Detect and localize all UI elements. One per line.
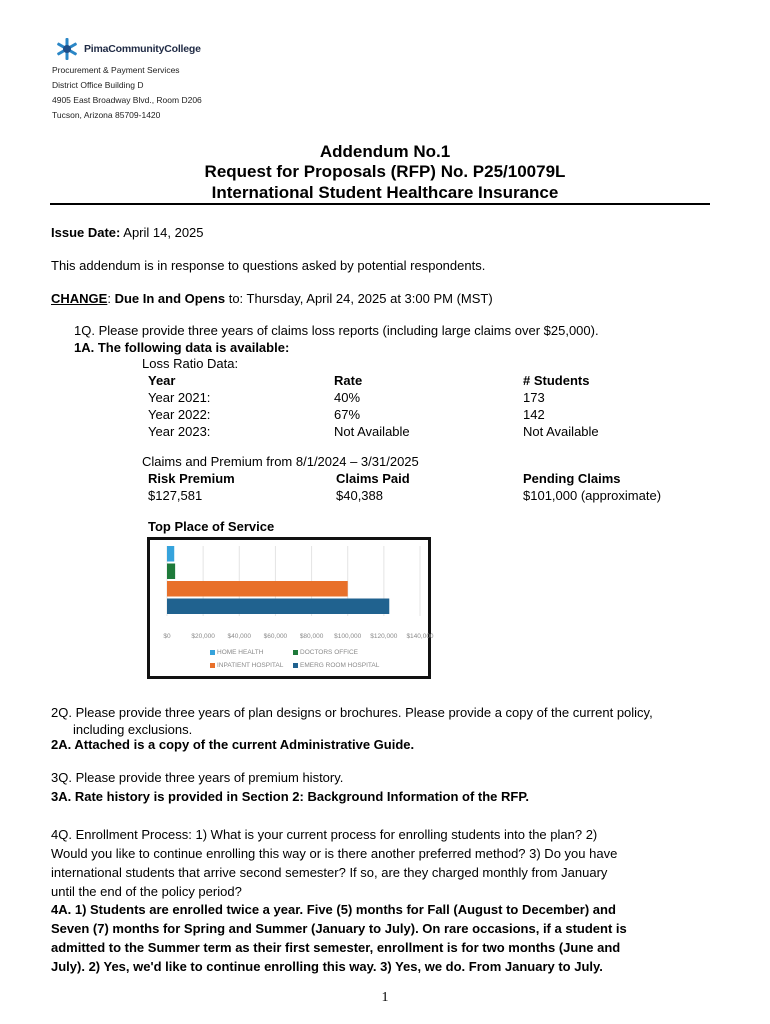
loss-cell: 142 xyxy=(523,407,545,422)
legend-item xyxy=(293,649,358,656)
question-1: 1Q. Please provide three years of claims loss reports (including large claims over $25,000). xyxy=(74,323,599,338)
document-title: Addendum No.1 xyxy=(319,142,451,161)
x-tick-label: $80,000 xyxy=(299,633,324,640)
x-tick-label: $40,000 xyxy=(227,633,252,640)
answer-4-line: July). 2) Yes, we'd like to continue enrolling this way. 3) Yes, we do. From January to July. xyxy=(51,959,603,974)
title-divider xyxy=(50,203,710,205)
loss-header-year: Year xyxy=(148,373,176,388)
question-4-line: Would you like to continue enrolling this way or is there another preferred method? 3) Do you have xyxy=(51,846,618,861)
legend-item xyxy=(210,649,263,656)
college-logo xyxy=(55,37,201,61)
change-separator: : xyxy=(107,291,115,306)
intro-text: This addendum is in response to questions asked by potential respondents. xyxy=(51,258,486,273)
claims-value: $101,000 (approximate) xyxy=(523,488,662,503)
bar-doctors-office xyxy=(167,564,175,580)
rfp-subject: International Student Healthcare Insurance xyxy=(211,183,559,202)
loss-cell: Not Available xyxy=(334,424,410,439)
claims-header: Pending Claims xyxy=(523,471,621,486)
loss-cell: 67% xyxy=(334,407,361,422)
question-4-line: international students that arrive second semester? If so, are they charged monthly from January xyxy=(51,865,608,880)
loss-cell: 173 xyxy=(523,390,545,405)
loss-cell: Year 2022: xyxy=(148,407,211,422)
snowflake-logo-icon xyxy=(55,37,79,61)
answer-3: 3A. Rate history is provided in Section 2: Background Information of the RFP. xyxy=(51,789,529,804)
legend-swatch xyxy=(293,663,298,668)
x-tick-label: $0 xyxy=(163,633,171,640)
logo-text: PimaCommunityCollege xyxy=(84,43,201,55)
bar-emerg-room-hospital xyxy=(167,599,389,615)
answer-2: 2A. Attached is a copy of the current Administrative Guide. xyxy=(51,737,415,752)
x-tick-label: $60,000 xyxy=(263,633,288,640)
claims-header: Risk Premium xyxy=(148,471,235,486)
change-bold: Due In and Opens xyxy=(114,291,226,306)
change-text: to: Thursday, April 24, 2025 at 3:00 PM (MST) xyxy=(225,291,493,306)
claims-header: Claims Paid xyxy=(336,471,410,486)
rfp-number: Request for Proposals (RFP) No. P25/10079L xyxy=(204,162,566,181)
legend-label: INPATIENT HOSPITAL xyxy=(217,662,284,669)
question-3: 3Q. Please provide three years of premium history. xyxy=(51,770,344,785)
claims-pending-column xyxy=(523,470,661,504)
loss-year-column xyxy=(148,372,210,440)
change-label: CHANGE xyxy=(51,291,108,306)
claims-label: Claims and Premium from 8/1/2024 – 3/31/2025 xyxy=(142,454,419,469)
answer-1: 1A. The following data is available: xyxy=(74,340,290,355)
loss-header-students: # Students xyxy=(523,373,590,388)
loss-cell: Not Available xyxy=(523,424,599,439)
legend-swatch xyxy=(210,650,215,655)
legend-item xyxy=(210,662,283,669)
issue-date-value: April 14, 2025 xyxy=(123,225,204,240)
question-2-line: including exclusions. xyxy=(73,722,193,737)
address-line: Tucson, Arizona 85709-1420 xyxy=(52,110,161,120)
x-tick-label: $100,000 xyxy=(334,633,362,640)
answer-4-line: Seven (7) months for Spring and Summer (January to July). On rare occasions, if a student is xyxy=(51,921,627,936)
answer-4 xyxy=(51,900,711,976)
legend-label: EMERG ROOM HOSPITAL xyxy=(300,662,380,669)
claims-premium-column xyxy=(148,470,235,504)
question-4 xyxy=(51,825,711,901)
question-4-line: until the end of the policy period? xyxy=(51,884,242,899)
question-2 xyxy=(51,703,711,737)
loss-ratio-label: Loss Ratio Data: xyxy=(142,356,239,371)
loss-rate-column xyxy=(334,372,410,440)
loss-cell: Year 2021: xyxy=(148,390,211,405)
claims-value: $40,388 xyxy=(336,488,383,503)
answer-4-line: admitted to the Summer term as their first semester, enrollment is for two months (June and xyxy=(51,940,621,955)
page-number: 1 xyxy=(381,990,389,1005)
chart-heading: Top Place of Service xyxy=(148,519,275,534)
service-chart-plot xyxy=(150,540,434,640)
issue-date xyxy=(51,225,204,240)
legend-item xyxy=(293,662,379,669)
change-notice xyxy=(51,291,493,306)
loss-header-rate: Rate xyxy=(334,373,363,388)
x-tick-label: $20,000 xyxy=(191,633,215,640)
question-2-line: 2Q. Please provide three years of plan designs or brochures. Please provide a copy of the current policy, xyxy=(51,705,653,720)
legend-label: HOME HEALTH xyxy=(217,649,264,656)
address-line: 4905 East Broadway Blvd., Room D206 xyxy=(52,95,202,105)
office-address xyxy=(52,63,202,123)
question-4-line: 4Q. Enrollment Process: 1) What is your current process for enrolling students into the plan? 2) xyxy=(51,827,598,842)
service-chart xyxy=(147,537,434,679)
claims-paid-column xyxy=(336,470,410,504)
x-tick-label: $120,000 xyxy=(370,633,398,640)
bar-home-health xyxy=(167,546,174,562)
loss-cell: 40% xyxy=(334,390,361,405)
loss-students-column xyxy=(523,372,599,440)
answer-4-line: 4A. 1) Students are enrolled twice a year. Five (5) months for Fall (August to December) and xyxy=(51,902,616,917)
address-line: District Office Building D xyxy=(52,80,144,90)
bar-inpatient-hospital xyxy=(167,581,348,597)
legend-swatch xyxy=(210,663,215,668)
address-line: Procurement & Payment Services xyxy=(52,65,180,75)
legend-swatch xyxy=(293,650,298,655)
claims-value: $127,581 xyxy=(148,488,203,503)
x-tick-label: $140,000 xyxy=(406,633,434,640)
loss-cell: Year 2023: xyxy=(148,424,211,439)
issue-date-label: Issue Date: xyxy=(51,225,121,240)
legend-label: DOCTORS OFFICE xyxy=(300,649,359,656)
